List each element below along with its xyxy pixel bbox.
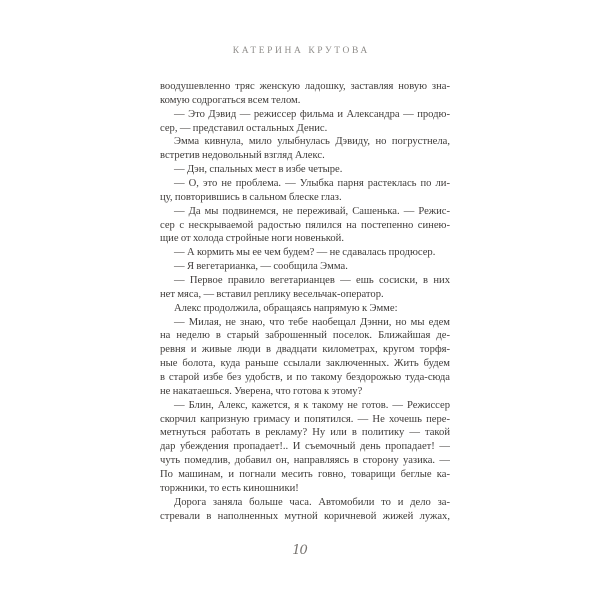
text-line: сер с нескрываемой радостью пялился на постепенно синею-	[160, 219, 450, 231]
text-line: — Да мы подвинемся, не переживай, Сашенька. — Режис-	[174, 205, 450, 217]
text-line: не накатаешься. Уверена, что готова к этому?	[160, 385, 363, 397]
text-line: — Милая, не знаю, что тебе наобещал Дэнни, но мы едем	[174, 316, 450, 328]
text-line: — О, это не проблема. — Улыбка парня растеклась по ли-	[174, 178, 450, 190]
text-line: По машинам, и погнали месить говно, товарищи беглые ка-	[160, 469, 450, 481]
text-line: метнуться работать в рекламу? Ну или в политику — такой	[160, 427, 450, 439]
text-line: скорчил капризную гримасу и попятился. — Не хочешь пере-	[160, 413, 450, 425]
page-number	[0, 544, 600, 559]
text-line: комую содрогаться всем телом.	[160, 94, 301, 106]
text-line: Алекс продолжила, обращаясь напрямую к Эмме:	[174, 302, 398, 314]
text-line: встретив недовольный взгляд Алекс.	[160, 150, 325, 162]
text-line: дар убеждения пропадает!.. И съемочный день пропадает! —	[160, 441, 450, 453]
text-line: ревня и живые люди в двадцати километрах, кругом торфя-	[160, 344, 450, 356]
text-line: — Я вегетарианка, — сообщила Эмма.	[174, 261, 348, 273]
page-number-value: 10	[292, 543, 307, 558]
text-line: — Блин, Алекс, кажется, я к такому не готов. — Режиссер	[174, 399, 450, 411]
text-line: сер, — представил остальных Денис.	[160, 122, 328, 134]
text-line: стревали в наполненных мутной коричневой жижей лужах,	[160, 510, 450, 522]
text-line: — А кормить мы ее чем будем? — не сдавалась продюсер.	[174, 247, 436, 259]
text-line: цу, повторившись в сальном блеске глаз.	[160, 191, 342, 203]
text-line: в старой избе без удобств, и по такому бездорожью туда-сюда	[160, 372, 450, 384]
text-line: на неделю в старый заброшенный поселок. Ближайшая де-	[160, 330, 450, 342]
text-line: чуть помедлив, добавил он, направляясь в сторону уазика. —	[160, 455, 450, 467]
text-line: ные болота, куда раньше ссылали заключенных. Жить будем	[160, 358, 450, 370]
text-line: нет мяса, — вставил реплику весельчак-оператор.	[160, 288, 384, 300]
text-line: — Первое правило вегетарианцев — ешь сосиски, в них	[174, 275, 450, 287]
text-line: Дорога заняла больше часа. Автомобили то и дело за-	[174, 496, 450, 508]
text-line: — Это Дэвид — режиссер фильма и Александра — продю-	[174, 108, 450, 120]
text-line: торжники, то есть киношники!	[160, 482, 299, 494]
text-line: Эмма кивнула, мило улыбнулась Дэвиду, но погрустнела,	[174, 136, 450, 148]
text-line: — Дэн, спальных мест в избе четыре.	[174, 164, 343, 176]
body-text-block	[160, 80, 450, 524]
running-header: КАТЕРИНА КРУТОВА	[232, 46, 370, 56]
text-line: щие от холода стройные ноги новенькой.	[160, 233, 345, 245]
text-line: воодушевленно тряс женскую ладошку, заставляя новую зна-	[160, 81, 450, 92]
